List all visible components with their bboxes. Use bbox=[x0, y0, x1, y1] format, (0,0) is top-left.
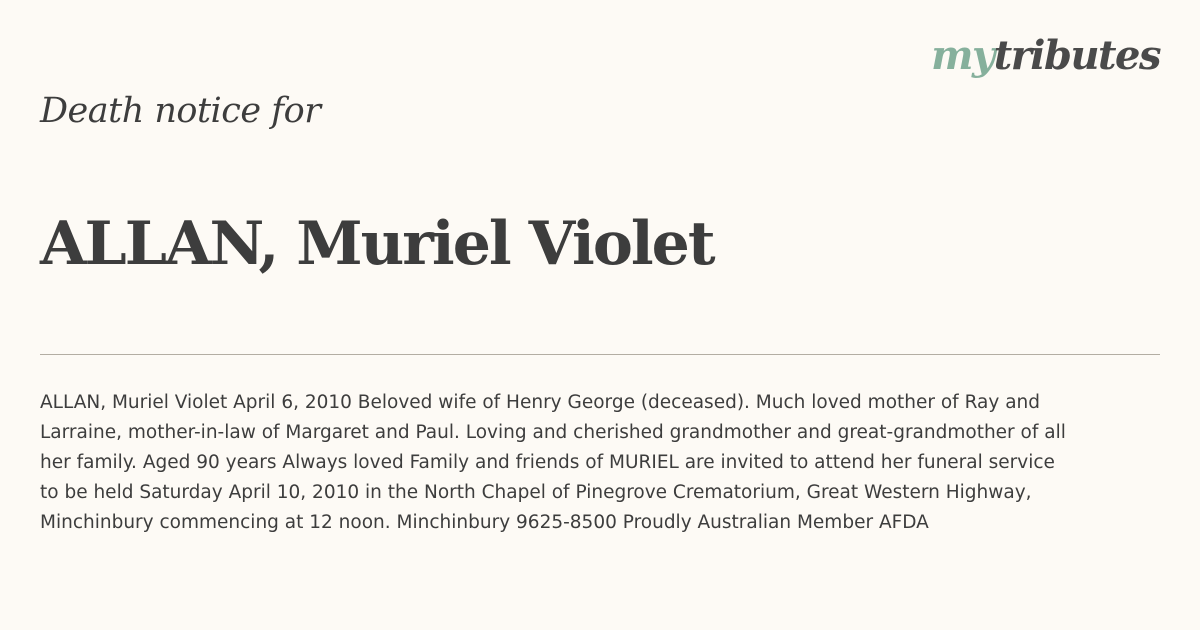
notice-line: Minchinbury commencing at 12 noon. Minchinbury 9625-8500 Proudly Australian Member AFDA bbox=[40, 512, 929, 533]
notice-body bbox=[40, 388, 1165, 538]
notice-line: Larraine, mother-in-law of Margaret and Paul. Loving and cherished grandmother and great-grandmother of all bbox=[40, 422, 1066, 443]
deceased-name: ALLAN, Muriel Violet bbox=[40, 209, 714, 279]
mytributes-logo[interactable] bbox=[931, 32, 1160, 79]
notice-line: to be held Saturday April 10, 2010 in the North Chapel of Pinegrove Crematorium, Great Western Highway, bbox=[40, 482, 1032, 503]
notice-kicker: Death notice for bbox=[40, 91, 321, 131]
logo-prefix: my bbox=[931, 32, 994, 79]
divider bbox=[40, 354, 1160, 355]
logo-suffix: tributes bbox=[993, 32, 1160, 79]
notice-line: ALLAN, Muriel Violet April 6, 2010 Beloved wife of Henry George (deceased). Much loved mother of Ray and bbox=[40, 392, 1040, 413]
notice-line: her family. Aged 90 years Always loved Family and friends of MURIEL are invited to attend her funeral service bbox=[40, 452, 1055, 473]
